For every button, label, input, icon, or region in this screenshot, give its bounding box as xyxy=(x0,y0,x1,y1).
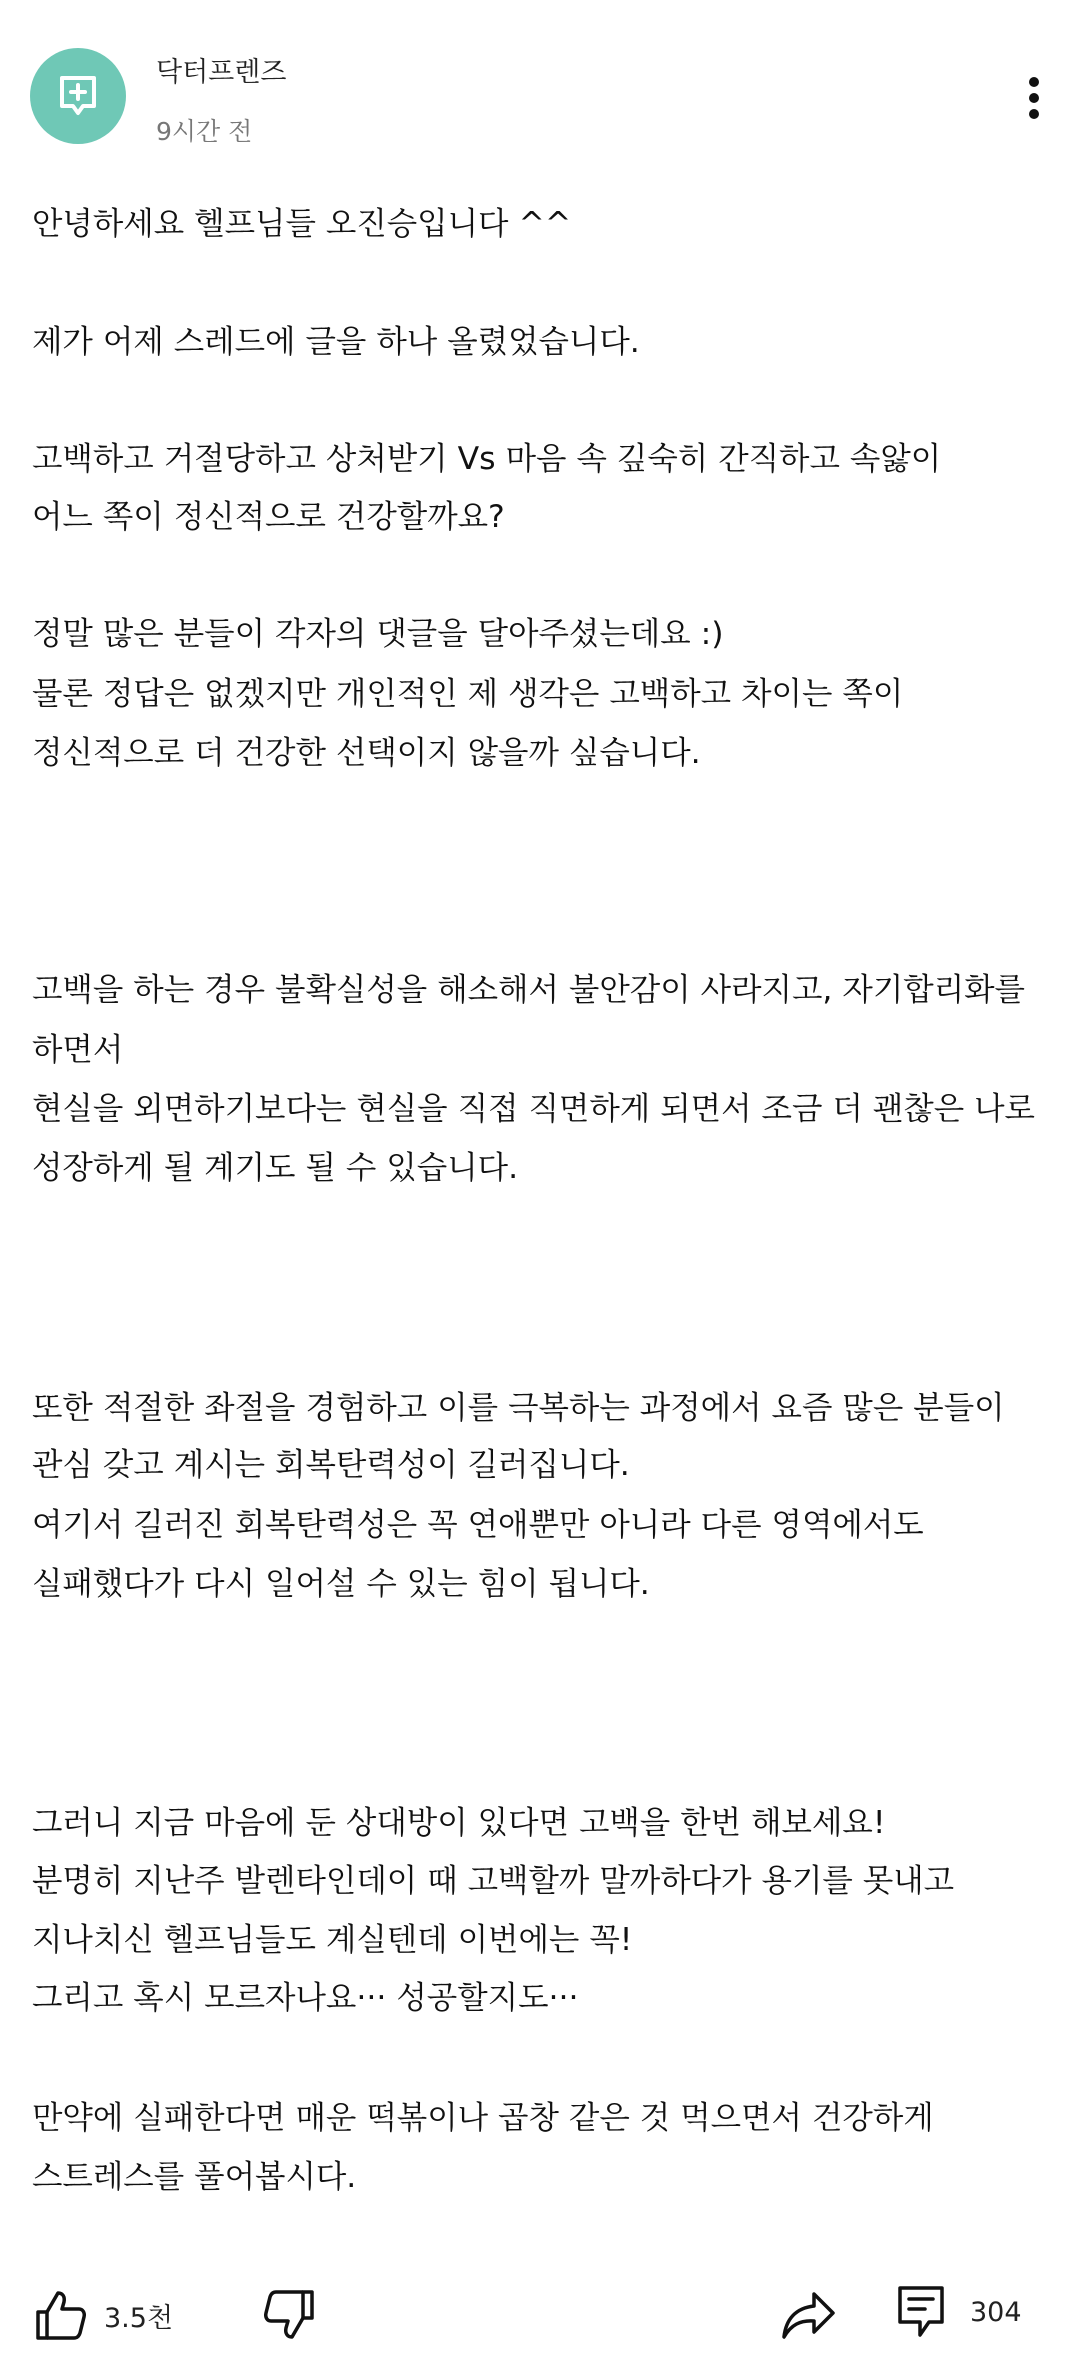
action-bar xyxy=(0,2270,1080,2360)
post-line: 스트레스를 풀어봅시다. xyxy=(32,2159,357,2195)
post-line: 만약에 실패한다면 매운 떡볶이나 곱창 같은 것 먹으면서 건강하게 xyxy=(32,2100,934,2136)
share-icon xyxy=(780,2290,836,2342)
post-line: 여기서 길러진 회복탄력성은 꼭 연애뿐만 아니라 다른 영역에서도 xyxy=(32,1507,924,1543)
like-count: 3.5천 xyxy=(104,2302,174,2334)
comment-count: 304 xyxy=(970,2296,1022,2328)
post-line: 실패했다가 다시 일어설 수 있는 힘이 됩니다. xyxy=(32,1566,650,1602)
comment-button[interactable] xyxy=(896,2284,1022,2340)
avatar[interactable] xyxy=(30,48,126,144)
post-line: 그리고 혹시 모르자나요··· 성공할지도··· xyxy=(32,1980,579,2016)
post-line: 고백하고 거절당하고 상처받기 Vs 마음 속 깊숙히 간직하고 속앓이 xyxy=(32,441,942,477)
post-line: 안녕하세요 헬프님들 오진승입니다 ^^ xyxy=(32,206,572,242)
like-button[interactable] xyxy=(34,2288,173,2342)
post-line: 하면서 xyxy=(32,1032,124,1068)
post-line: 제가 어제 스레드에 글을 하나 올렸었습니다. xyxy=(32,324,640,360)
post-line: 또한 적절한 좌절을 경험하고 이를 극복하는 과정에서 요즘 많은 분들이 xyxy=(32,1390,1005,1426)
post-line: 고백을 하는 경우 불확실성을 해소해서 불안감이 사라지고, 자기합리화를 xyxy=(32,972,1025,1008)
post-line: 정신적으로 더 건강한 선택이지 않을까 싶습니다. xyxy=(32,735,701,771)
thumbs-down-icon xyxy=(262,2288,316,2342)
share-button[interactable] xyxy=(780,2290,836,2342)
dislike-button[interactable] xyxy=(262,2288,316,2342)
more-vertical-icon xyxy=(1028,76,1040,120)
post-line: 현실을 외면하기보다는 현실을 직접 직면하게 되면서 조금 더 괜찮은 나로 xyxy=(32,1091,1035,1127)
post-line: 물론 정답은 없겠지만 개인적인 제 생각은 고백하고 차이는 쪽이 xyxy=(32,676,904,712)
post-line: 관심 갖고 계시는 회복탄력성이 길러집니다. xyxy=(32,1447,630,1483)
first-aid-plus-icon xyxy=(56,73,100,119)
post-line: 어느 쪽이 정신적으로 건강할까요? xyxy=(32,499,505,535)
post-line: 지나치신 헬프님들도 계실텐데 이번에는 꼭! xyxy=(32,1922,633,1958)
post-line: 그러니 지금 마음에 둔 상대방이 있다면 고백을 한번 해보세요! xyxy=(32,1805,886,1841)
author-name[interactable]: 닥터프렌즈 xyxy=(156,57,287,88)
post-line: 성장하게 될 계기도 될 수 있습니다. xyxy=(32,1150,519,1186)
post-header xyxy=(0,0,1080,170)
post-time: 9시간 전 xyxy=(156,117,253,146)
post-line: 정말 많은 분들이 각자의 댓글을 달아주셨는데요 :) xyxy=(32,616,724,652)
comment-icon xyxy=(896,2284,946,2340)
more-options-button[interactable] xyxy=(1010,72,1058,124)
thumbs-up-icon xyxy=(34,2288,88,2342)
post-line: 분명히 지난주 발렌타인데이 때 고백할까 말까하다가 용기를 못내고 xyxy=(32,1863,955,1899)
